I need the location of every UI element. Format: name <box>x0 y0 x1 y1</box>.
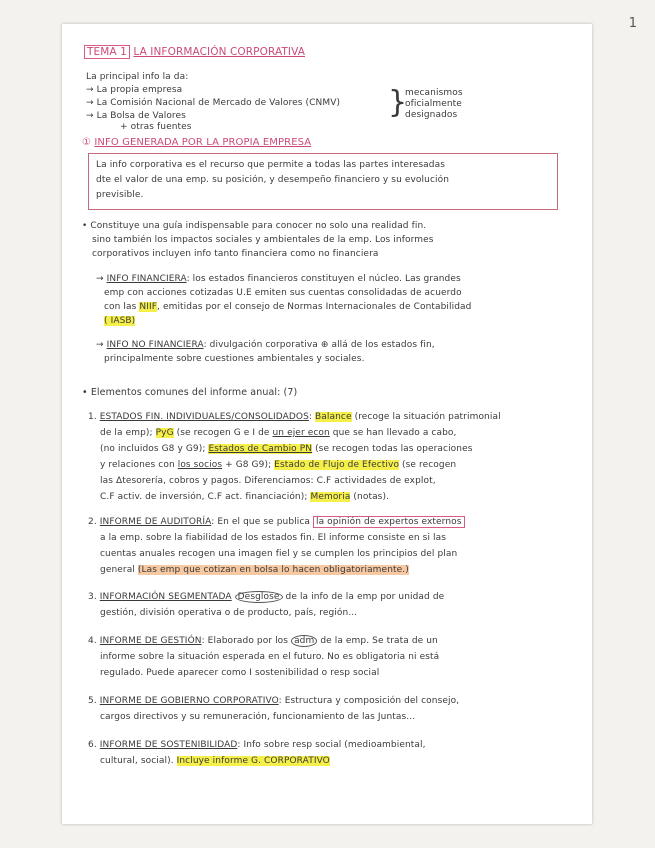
item4-text: de la emp. Se trata de un <box>320 636 438 646</box>
item3-line: 3. INFORMACIÓN SEGMENTADA Desglose de la info de la emp por unidad de <box>88 592 445 602</box>
item1-line <box>100 492 389 502</box>
item1-line: 1. ESTADOS FIN. INDIVIDUALES/CONSOLIDADOS: Balance (recoge la situación patrimonial <box>88 412 501 422</box>
info-financiera-label: INFO FINANCIERA <box>106 274 187 284</box>
item2-line: 2. INFORME DE AUDITORÍA: En el que se publica la opinión de expertos externos <box>88 517 465 527</box>
sources-intro: La principal info la da: <box>86 72 189 82</box>
niif-highlight: NIIF <box>139 302 158 312</box>
brace-icon: } <box>388 85 408 120</box>
obligatorio-highlight: (Las emp que cotizan en bolsa lo hacen obligatoriamente.) <box>137 565 409 575</box>
item1-title: ESTADOS FIN. INDIVIDUALES/CONSOLIDADOS <box>99 412 309 422</box>
source-item: → La propia empresa <box>86 85 183 95</box>
tema-label: TEMA 1 <box>84 45 130 59</box>
info-financiera-line: emp con acciones cotizadas U.E emiten sus cuentas consolidadas de acuerdo <box>104 288 462 298</box>
desglose-circled: Desglose <box>235 591 283 603</box>
pyg-highlight: PyG <box>155 428 174 438</box>
guide-line: corporativos incluyen info tanto financiera como no financiera <box>92 249 379 259</box>
section1-title: INFO GENERADA POR LA PROPIA EMPRESA <box>94 137 312 148</box>
item-number: 5 <box>88 696 94 706</box>
item2-line: a la emp. sobre la fiabilidad de los estados fin. El informe consiste en si las <box>100 533 447 543</box>
item1-text: y relaciones con <box>100 460 175 470</box>
item2-text: general <box>100 565 135 575</box>
cambio-pn-highlight: Estados de Cambio PN <box>208 444 313 454</box>
item-number: 3 <box>88 592 94 602</box>
item4-line: 4. INFORME DE GESTIÓN: Elaborado por los adm de la emp. Se trata de un <box>88 636 438 646</box>
item1-line <box>100 428 456 438</box>
item-number: 6 <box>88 740 94 750</box>
info-nofin-text: : divulgación corporativa ⊕ allá de los estados fin, <box>203 340 435 350</box>
item1-text: + G8 G9); <box>225 460 272 470</box>
item4-line: regulado. Puede aparecer como I sostenibilidad o resp social <box>100 668 380 678</box>
info-nofin-line: principalmente sobre cuestiones ambientales y sociales. <box>104 354 365 364</box>
item5-title: INFORME DE GOBIERNO CORPORATIVO <box>99 696 279 706</box>
item1-text: que se han llevado a cabo, <box>332 428 457 438</box>
item6-text: : Info sobre resp social (medioambiental, <box>237 740 426 750</box>
info-nofin-line: → INFO NO FINANCIERA: divulgación corporativa ⊕ allá de los estados fin, <box>96 340 435 350</box>
item5-line: cargos directivos y su remuneración, funcionamiento de las Juntas... <box>100 712 416 722</box>
bracket-note-line: mecanismos <box>405 88 463 98</box>
item1-text: C.F activ. de inversión, C.F act. financiación); <box>100 492 308 502</box>
item6-text: cultural, social). <box>100 756 174 766</box>
auditoria-boxed: la opinión de expertos externos <box>313 516 465 528</box>
info-financiera-text: , emitidas por el consejo de Normas Internacionales de Contabilidad <box>157 302 472 312</box>
item-number: 2 <box>88 517 94 527</box>
info-financiera-text: con las <box>104 302 137 312</box>
memoria-highlight: Memoria <box>310 492 351 502</box>
section1-heading <box>82 137 311 148</box>
definition-line: La info corporativa es el recurso que permite a todas las partes interesadas <box>96 160 446 170</box>
item1-line: las Δtesorería, cobros y pagos. Diferenciamos: C.F actividades de explot, <box>100 476 436 486</box>
bracket-note-line: oficialmente <box>405 99 462 109</box>
item5-line: 5. INFORME DE GOBIERNO CORPORATIVO: Estructura y composición del consejo, <box>88 696 460 706</box>
item2-line: cuentas anuales recogen una imagen fiel y se cumplen los principios del plan <box>100 549 458 559</box>
item1-line <box>100 460 456 470</box>
page-number: 1 <box>628 16 637 31</box>
item4-line: informe sobre la situación esperada en el futuro. No es obligatoria ni está <box>100 652 440 662</box>
item1-text: (notas). <box>353 492 390 502</box>
item2-title: INFORME DE AUDITORÍA <box>99 517 212 527</box>
adm-circled: adm <box>291 635 317 647</box>
bracket-note-line: designados <box>405 110 458 120</box>
item2-text: : En el que se publica <box>211 517 311 527</box>
definition-line: dte el valor de una emp. su posición, y desempeño financiero y su evolución <box>96 175 449 185</box>
flujo-efectivo-highlight: Estado de Flujo de Efectivo <box>274 460 400 470</box>
item3-text: de la info de la emp por unidad de <box>285 592 445 602</box>
guide-line: • Constituye una guía indispensable para conocer no solo una realidad fin. <box>82 221 427 231</box>
balance-highlight: Balance <box>315 412 352 422</box>
tema-title: LA INFORMACIÓN CORPORATIVA <box>133 46 306 58</box>
item1-text: (se recogen <box>402 460 457 470</box>
info-financiera-line <box>104 302 471 312</box>
item2-line <box>100 565 409 575</box>
source-item: → La Comisión Nacional de Mercado de Valores (CNMV) <box>86 98 341 108</box>
item1-text: (no incluidos G8 y G9); <box>100 444 206 454</box>
item4-title: INFORME DE GESTIÓN <box>99 636 202 646</box>
item1-line <box>100 444 473 454</box>
elementos-heading: • Elementos comunes del informe anual: (7) <box>82 387 298 398</box>
sources-extra: + otras fuentes <box>120 122 192 132</box>
item6-line: 6. INFORME DE SOSTENIBILIDAD: Info sobre resp social (medioambiental, <box>88 740 426 750</box>
item6-title: INFORME DE SOSTENIBILIDAD <box>99 740 238 750</box>
item1-text: (recoge la situación patrimonial <box>354 412 501 422</box>
info-nofin-label: INFO NO FINANCIERA <box>106 340 204 350</box>
item-number: 4 <box>88 636 94 646</box>
item3-line: gestión, división operativa o de producto, país, región... <box>100 608 358 618</box>
item1-text: de la emp); <box>100 428 153 438</box>
item1-text: los socios <box>177 460 223 470</box>
item1-text: (se recogen todas las operaciones <box>315 444 473 454</box>
definition-line: previsible. <box>96 190 144 200</box>
info-financiera-line <box>104 316 135 326</box>
guide-line: sino también los impactos sociales y ambientales de la emp. Los informes <box>92 235 434 245</box>
item1-text: (se recogen G e I de <box>176 428 270 438</box>
source-item: → La Bolsa de Valores <box>86 111 186 121</box>
section1-number: ① <box>82 137 92 148</box>
item1-text: un ejer econ <box>272 428 330 438</box>
item6-line <box>100 756 330 766</box>
page-header <box>84 46 305 58</box>
item-number: 1 <box>88 412 94 422</box>
info-financiera-text: : los estados financieros constituyen el núcleo. Las grandes <box>186 274 461 284</box>
iasb-highlight: ( IASB) <box>104 316 136 326</box>
item3-title: INFORMACIÓN SEGMENTADA <box>99 592 232 602</box>
item4-text: : Elaborado por los <box>201 636 289 646</box>
item5-text: : Estructura y composición del consejo, <box>278 696 460 706</box>
corporativo-highlight: Incluye informe G. CORPORATIVO <box>176 756 330 766</box>
info-financiera-line: → INFO FINANCIERA: los estados financieros constituyen el núcleo. Las grandes <box>96 274 461 284</box>
